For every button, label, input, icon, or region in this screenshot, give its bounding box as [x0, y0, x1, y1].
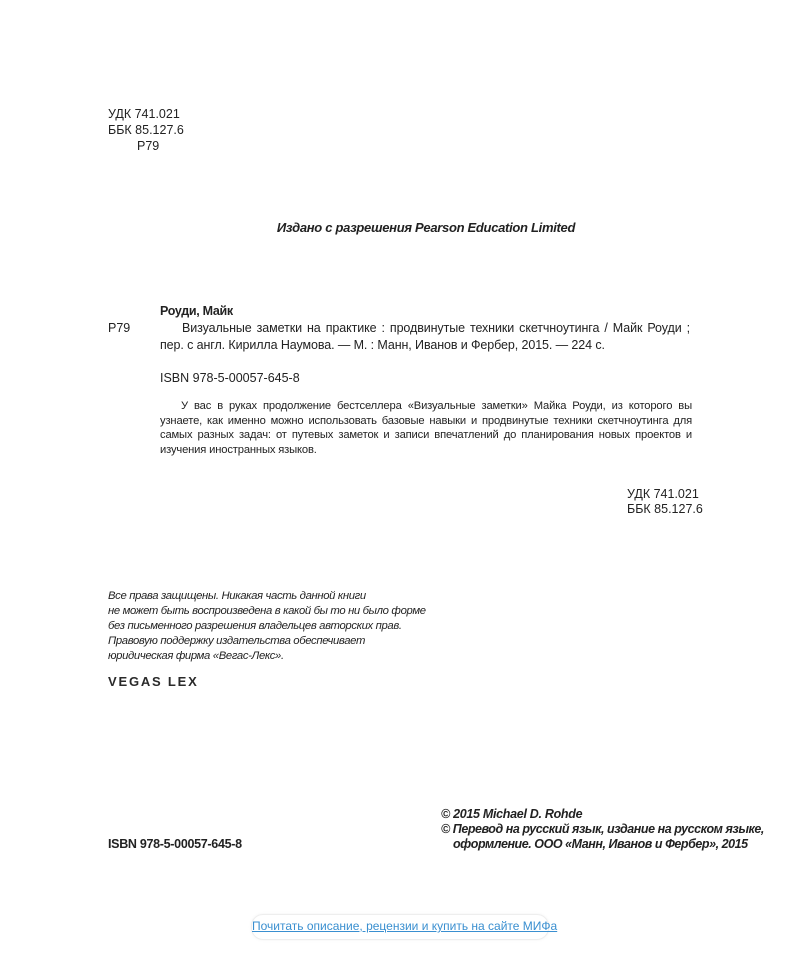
rights-notice — [108, 589, 428, 664]
catalog-udk: УДК 741.021 — [627, 487, 699, 501]
copyright-translation: © Перевод на русский язык, издание на русском языке, — [441, 822, 764, 836]
vegas-lex-logo: VEGAS LEX — [108, 674, 199, 689]
book-abstract: У вас в руках продолжение бестселлера «Визуальные заметки» Майка Роуди, из которого вы узнаете, как именно можно использовать базовые навыки и продвинутые техники скетчноутинга для самых разных задач: от путевых заметок и записи впечатлений до планирования новых проектов и изучения иностранных языков. — [160, 400, 692, 457]
author-sign: Р79 — [137, 139, 160, 153]
udk-code: УДК 741.021 — [108, 107, 180, 121]
catalog-bbk: ББК 85.127.6 — [627, 502, 703, 516]
rights-line: Правовую поддержку издательства обеспечивает — [108, 635, 366, 647]
mif-store-link[interactable]: Почитать описание, рецензии и купить на сайте МИФа — [252, 919, 558, 933]
rights-line: Все права защищены. Никакая часть данной книги — [108, 590, 366, 602]
bbk-code: ББК 85.127.6 — [108, 123, 184, 137]
copyright-translation-cont: оформление. ООО «Манн, Иванов и Фербер», 2015 — [453, 837, 748, 851]
isbn-footer: ISBN 978-5-00057-645-8 — [108, 837, 242, 851]
rights-line: без письменного разрешения владельцев авторских прав. — [108, 620, 402, 632]
bibliographic-description: Визуальные заметки на практике : продвинутые техники скетчноутинга / Майк Роуди ; пер. с англ. Кирилла Наумова. — М. : Манн, Иванов и Фербер, 2015. — 224 с. — [160, 321, 690, 352]
catalog-author-sign: Р79 — [108, 321, 131, 335]
rights-line: юридическая фирма «Вегас-Лекс». — [108, 650, 284, 662]
mif-link-container — [251, 914, 558, 940]
catalog-author: Роуди, Майк — [160, 304, 233, 318]
catalog-isbn: ISBN 978-5-00057-645-8 — [160, 371, 300, 385]
copyright-original: © 2015 Michael D. Rohde — [441, 807, 583, 821]
permission-note: Издано с разрешения Pearson Education Limited — [276, 220, 576, 235]
rights-line: не может быть воспроизведена в какой бы то ни было форме — [108, 605, 426, 617]
